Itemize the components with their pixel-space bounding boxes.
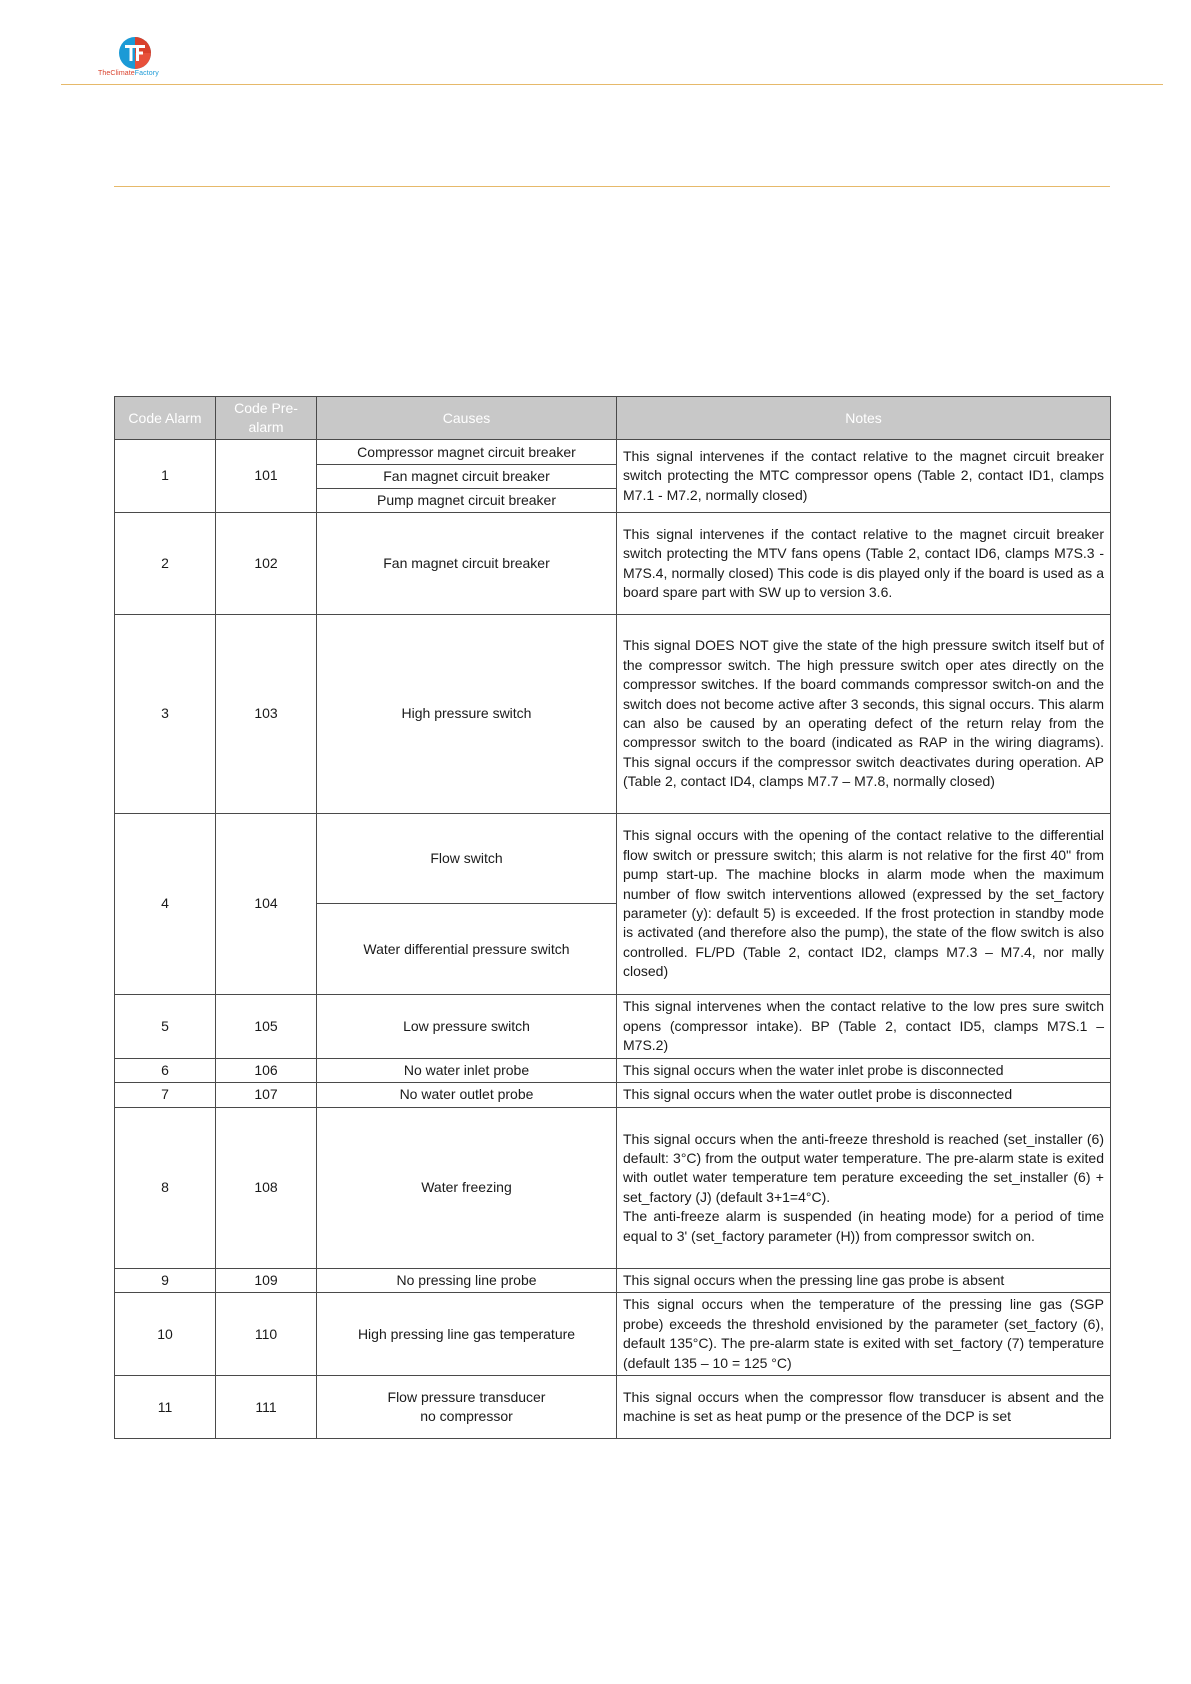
- cause-text: no compressor: [420, 1408, 513, 1425]
- table-row: [115, 1293, 1111, 1376]
- table-row: [115, 1268, 1111, 1292]
- note-text: This signal occurs when the water inlet probe is disconnected: [617, 1059, 1111, 1083]
- prealarm-code: 104: [216, 814, 317, 995]
- cause-text: Water differential pressure switch: [317, 903, 616, 994]
- alarm-code: 10: [115, 1293, 216, 1376]
- prealarm-code: 110: [216, 1293, 317, 1376]
- note-text: This signal occurs when the pressing line gas probe is absent: [617, 1268, 1111, 1292]
- logo-wordmark: [98, 70, 188, 77]
- prealarm-code: 108: [216, 1107, 317, 1268]
- table-row: [115, 814, 1111, 995]
- header-notes: Notes: [617, 397, 1111, 440]
- alarm-code: 3: [115, 615, 216, 814]
- alarm-codes-table: [114, 396, 1111, 1439]
- table-row: [115, 995, 1111, 1059]
- prealarm-code: 101: [216, 440, 317, 513]
- prealarm-code: 105: [216, 995, 317, 1059]
- cause-text: Water freezing: [317, 1107, 617, 1268]
- table-row: [115, 513, 1111, 615]
- cause-text: High pressure switch: [317, 615, 617, 814]
- header-divider: [61, 84, 1163, 85]
- alarm-code: 11: [115, 1376, 216, 1439]
- prealarm-code: 107: [216, 1083, 317, 1107]
- logo-text-factory: Factory: [134, 70, 159, 77]
- section-divider: [114, 186, 1110, 187]
- alarm-code: 8: [115, 1107, 216, 1268]
- alarm-code: 4: [115, 814, 216, 995]
- table-row: [115, 615, 1111, 814]
- note-text: This signal occurs when the water outlet probe is disconnected: [617, 1083, 1111, 1107]
- alarm-code: 5: [115, 995, 216, 1059]
- note-text: This signal occurs when the temperature of the pressing line gas (SGP probe) exceeds the threshold envisioned by the parameter (set_factory (6), default 135°C). The pre-alarm state is exited with set_factory (7) temperature (default 135 – 10 = 125 °C): [617, 1293, 1111, 1376]
- note-text: This signal intervenes if the contact relative to the magnet circuit breaker switch protecting the MTV fans opens (Table 2, contact ID6, clamps M7S.3 - M7S.4, normally closed) This code is dis played only if the board is used as a board spare part with SW up to version 3.6.: [617, 513, 1111, 615]
- cause-text: No pressing line probe: [317, 1268, 617, 1292]
- company-logo: [98, 36, 182, 80]
- header-code-prealarm: Code Pre-alarm: [216, 397, 317, 440]
- table-row: [115, 1107, 1111, 1268]
- prealarm-code: 106: [216, 1059, 317, 1083]
- alarm-code: 6: [115, 1059, 216, 1083]
- prealarm-code: 103: [216, 615, 317, 814]
- logo-text-climate: TheClimate: [98, 70, 135, 77]
- alarm-code: 2: [115, 513, 216, 615]
- cause-cell: [317, 1376, 617, 1439]
- table-row: [115, 1083, 1111, 1107]
- note-text: This signal occurs when the compressor flow transducer is absent and the machine is set as heat pump or the presence of the DCP is set: [617, 1376, 1111, 1439]
- cause-text: No water inlet probe: [317, 1059, 617, 1083]
- prealarm-code: 109: [216, 1268, 317, 1292]
- note-text: This signal occurs when the anti-freeze threshold is reached (set_installer (6) default: 3°C) from the output water temperature. The pre-alarm state is exited with outlet water temperature tem perature exceeding the set_installer (6) + set_factory (J) (default 3+1=4°C).: [623, 1130, 1104, 1205]
- header-causes: Causes: [317, 397, 617, 440]
- cause-text: Low pressure switch: [317, 995, 617, 1059]
- logo-mark-icon: [118, 36, 152, 70]
- header-code-alarm: Code Alarm: [115, 397, 216, 440]
- table-row: [115, 1376, 1111, 1439]
- note-text: This signal occurs with the opening of the contact relative to the differential flow switch or pressure switch; this alarm is not relative for the first 40" from pump start-up. The machine blocks in alarm mode when the maximum number of flow switch interventions allowed (expressed by the set_factory parameter (y): default 5) is exceeded. If the frost protection in standby mode is activated (and therefore also the pump), the state of the flow switch is also controlled. FL/PD (Table 2, contact ID2, clamps M7.3 – M7.4, nor mally closed): [617, 814, 1111, 995]
- alarm-code: 1: [115, 440, 216, 513]
- cause-text: Pump magnet circuit breaker: [317, 488, 616, 512]
- alarm-code: 9: [115, 1268, 216, 1292]
- note-text: This signal intervenes when the contact relative to the low pres sure switch opens (compressor intake). BP (Table 2, contact ID5, clamps M7S.1 – M7S.2): [617, 995, 1111, 1059]
- cause-text: High pressing line gas temperature: [317, 1293, 617, 1376]
- alarm-code: 7: [115, 1083, 216, 1107]
- table-row: [115, 440, 1111, 513]
- cause-text: Flow switch: [430, 850, 503, 866]
- prealarm-code: 111: [216, 1376, 317, 1439]
- note-text: This signal intervenes if the contact relative to the magnet circuit breaker switch protecting the MTC compressor opens (Table 2, contact ID1, clamps M7.1 - M7.2, normally closed): [617, 440, 1111, 513]
- cause-text: Compressor magnet circuit breaker: [357, 443, 576, 460]
- note-text: This signal DOES NOT give the state of the high pressure switch itself but of the compressor switch. The high pressure switch oper ates directly on the compressor switches. If the board commands compressor switch-on and the switch does not become active after 3 seconds, this signal occurs. This alarm can also be caused by an operating defect of the return relay from the compressor switch to the board (indicated as RAP in the wiring diagrams). This signal occurs if the compressor switch deactivates during operation. AP (Table 2, contact ID4, clamps M7.7 – M7.8, normally closed): [617, 615, 1111, 814]
- cause-text: Flow pressure transducer: [387, 1388, 546, 1405]
- note-cell: [617, 1107, 1111, 1268]
- cause-text: No water outlet probe: [317, 1083, 617, 1107]
- cause-text: Fan magnet circuit breaker: [317, 464, 616, 488]
- cause-cell: [317, 440, 617, 513]
- prealarm-code: 102: [216, 513, 317, 615]
- cause-text: Fan magnet circuit breaker: [317, 513, 617, 615]
- table-row: [115, 1059, 1111, 1083]
- cause-cell: [317, 814, 617, 995]
- table-header-row: [115, 397, 1111, 440]
- note-text: The anti-freeze alarm is suspended (in heating mode) for a period of time equal to 3' (set_factory parameter (H)) from compressor switch on.: [623, 1208, 1104, 1244]
